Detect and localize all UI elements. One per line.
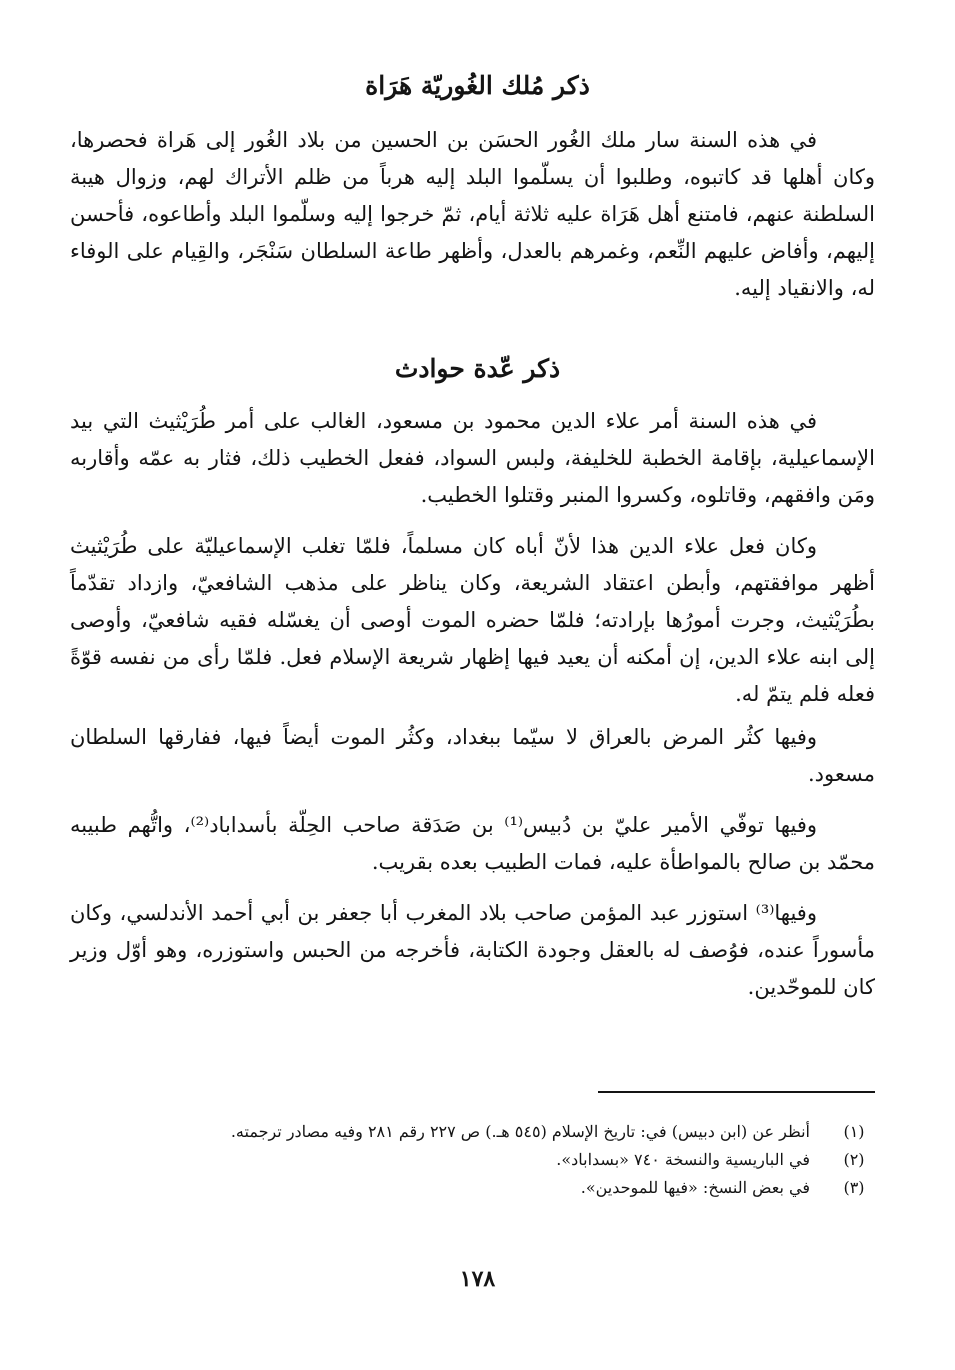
paragraph: وفيها⁽³⁾ استوزر عبد المؤمن صاحب بلاد المغرب أبا جعفر بن أبي أحمد الأندلسي، وكان مأسوراً عنده، فوُصف له بالعقل وجودة الكتابة، فأخرجه من الحبس واستوزره، وهو أوّل وزير كان للموحّدين. [70, 901, 875, 999]
footnote-number: (٣) [843, 1178, 865, 1197]
section-heading-ghurid-herat: ذكر مُلك الغُوريّة هَرَاة [365, 71, 590, 100]
section-body-ghurid-herat [70, 122, 875, 307]
paragraph: وكان فعل علاء الدين هذا لأنّ أباه كان مسلماً، فلمّا تغلب الإسماعيليّة على طُرَيْثيث أظهر موافقتهم، وأبطن اعتقاد الشريعة، وكان يناظر على مذهب الشافعيّ، وازداد تقدّماً بطُرَيْثيث، وجرت أمورُها بإرادته؛ فلمّا حضره الموت أوصى أن يغسّله فقيه شافعيّ، وأوصى إلى ابنه علاء الدين، إن أمكنه أن يعيد فيها إظهار شريعة الإسلام فعل. فلمّا رأى من نفسه قوّةً فعله فلم يتمّ له. [70, 534, 875, 706]
section-body-several-events [70, 403, 875, 1006]
footnote-text: في الباريسية والنسخة ٧٤٠ «بسداباد». [556, 1150, 810, 1169]
paragraph: وفيها كثُر المرض بالعراق لا سيّما ببغداد، وكثُر الموت أيضاً فيها، ففارقها السلطان مسعود. [70, 725, 875, 786]
footnote-item [90, 1146, 880, 1174]
footnote-item [90, 1118, 880, 1146]
footnote-number: (١) [843, 1122, 865, 1141]
footnotes [90, 1118, 880, 1202]
section-heading-several-events: ذكر عّدة حوادث [394, 354, 561, 383]
footnote-text: في بعض النسخ: «فيها للموحدين». [580, 1178, 810, 1197]
footnote-separator [598, 1091, 875, 1093]
footnote-number: (٢) [843, 1150, 865, 1169]
paragraph: في هذه السنة سار ملك الغُور الحسَن بن الحسين من بلاد الغُور إلى هَراة فحصرها، وكان أهلها قد كاتبوه، وطلبوا أن يسلّموا البلد إليه هرباً من ظلم الأتراك لهم، وزوال هيبة السلطنة عنهم، فامتنع أهل هَرَاة عليه ثلاثة أيام، ثمّ خرجوا إليه وسلّموا البلد وأطاعوه، فأحسن إليهم، وأفاض عليهم النِّعم، وغمرهم بالعدل، وأظهر طاعة السلطان سَنْجَر، والقِيام على الوفاء له، والانقياد إليه. [70, 128, 875, 300]
footnote-text: أنظر عن (ابن دبيس) في: تاريخ الإسلام (٥٤٥ هـ.) ص ٢٢٧ رقم ٢٨١ وفيه مصادر ترجمته. [230, 1122, 810, 1141]
paragraph: في هذه السنة أمر علاء الدين محمود بن مسعود، الغالب على أمر طُرَيْثيث التي بيد الإسماعيلية، بإقامة الخطبة للخليفة، ولبس السواد، ففعل الخطيب ذلك، فثار به عمّه وأقاربه ومَن وافقهم، وقاتلوه، وكسروا المنبر وقتلوا الخطيب. [70, 409, 875, 507]
page-number: ١٧٨ [459, 1266, 496, 1292]
paragraph: وفيها توفّي الأمير عليّ بن دُبيس⁽¹⁾ بن صَدَقة صاحب الحِلّة بأسداباد⁽²⁾، واتُّهم طبيبه محمّد بن صالح بالمواطأة عليه، فمات الطبيب بعده بقريب. [70, 813, 875, 874]
footnote-item [90, 1174, 880, 1202]
